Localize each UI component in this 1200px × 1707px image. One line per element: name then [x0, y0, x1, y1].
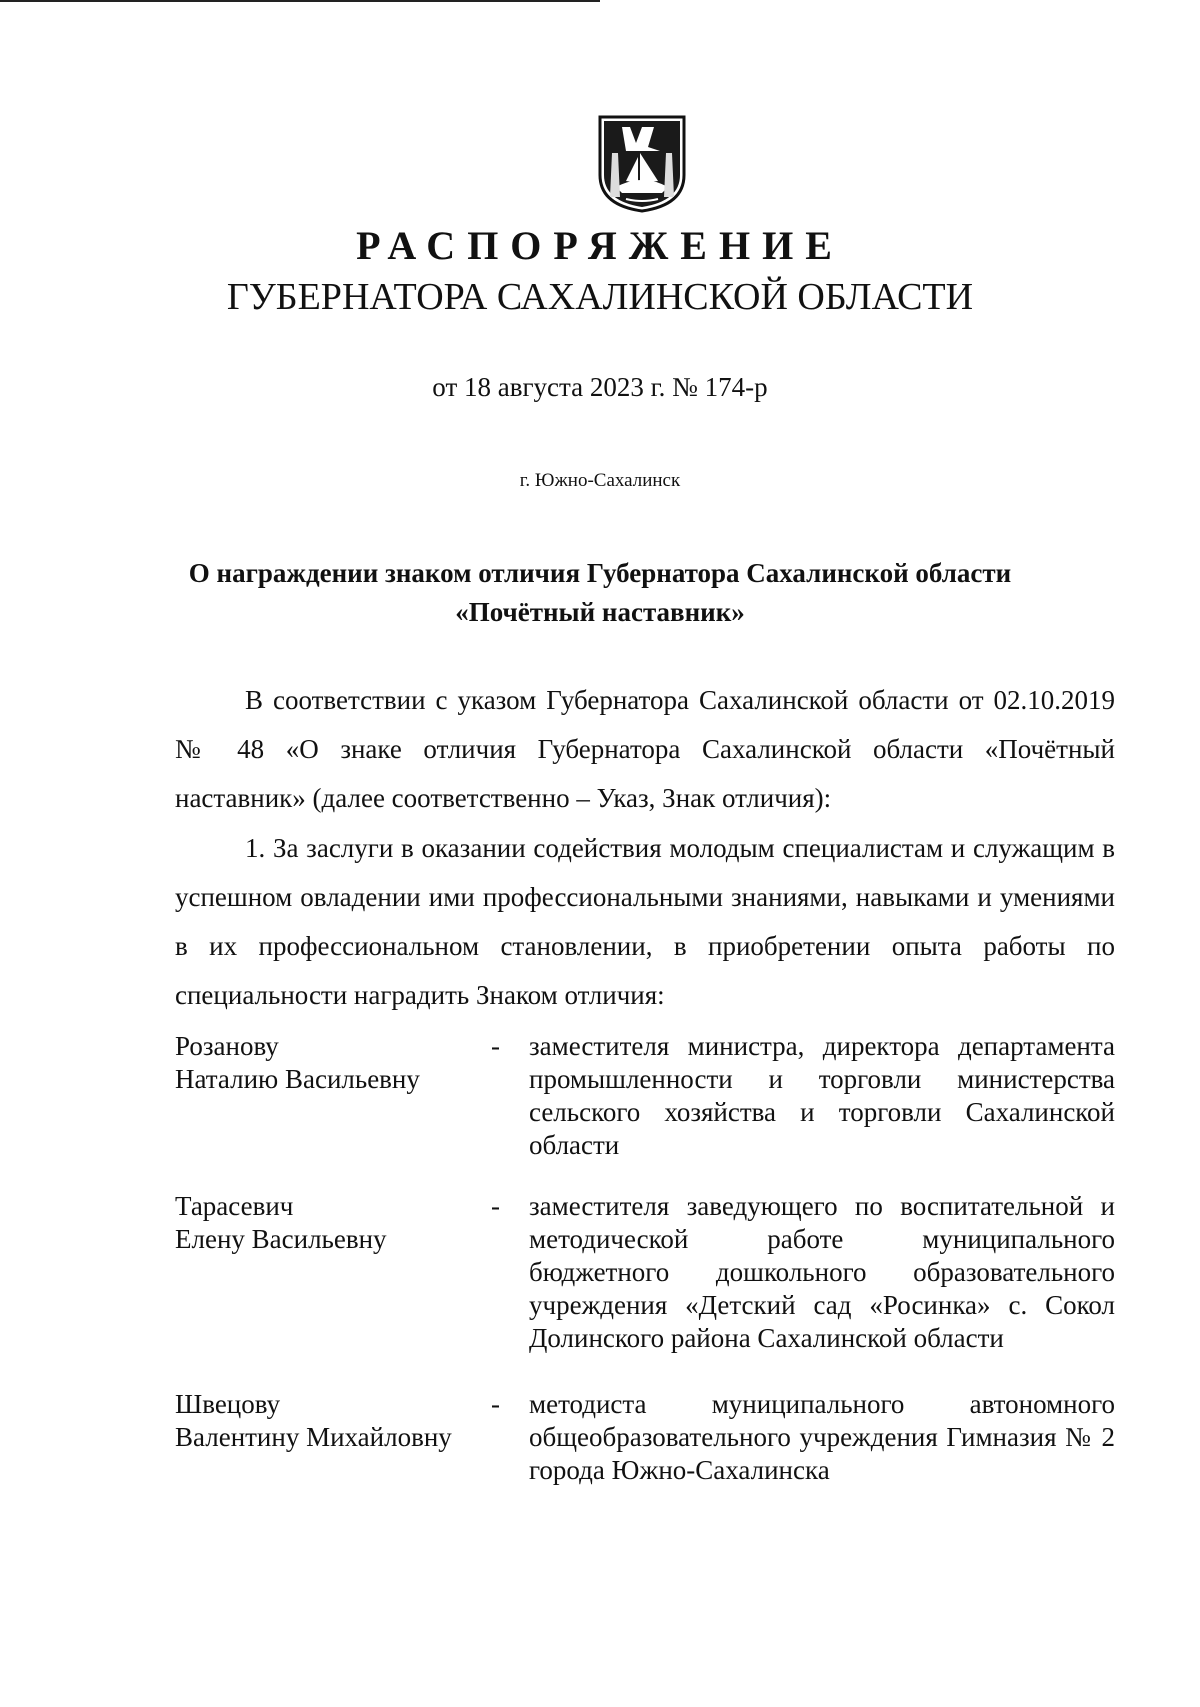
- heading-line-2: «Почётный наставник»: [455, 597, 745, 627]
- recipient-given-names: Валентину Михайловну: [175, 1422, 452, 1452]
- top-border-line: [0, 0, 600, 2]
- recipient-name: [175, 1190, 475, 1256]
- recipient-given-names: Наталию Васильевну: [175, 1064, 420, 1094]
- recipient-surname: Розанову: [175, 1031, 279, 1061]
- document-heading: [120, 554, 1080, 632]
- document-city: г. Южно-Сахалинск: [519, 470, 681, 491]
- document-subtitle: ГУБЕРНАТОРА САХАЛИНСКОЙ ОБЛАСТИ: [226, 276, 974, 318]
- recipient-name: [175, 1030, 475, 1096]
- recipient-position: заместителя министра, директора департамента промышленности и торговли министерства сельского хозяйства и торговли Сахалинской области: [529, 1031, 1115, 1160]
- recipient-name: [175, 1388, 475, 1454]
- recipient-dash: -: [491, 1191, 500, 1221]
- recipient-surname: Швецову: [175, 1389, 281, 1419]
- document-date-number: от 18 августа 2023 г. № 174-р: [432, 372, 768, 402]
- recipient-dash: -: [491, 1031, 500, 1061]
- recipient-dash: -: [491, 1389, 500, 1419]
- recipient-position: заместителя заведующего по воспитательной и методической работе муниципального бюджетного дошкольного образовательного учреждения «Детский сад «Росинка» с. Сокол Долинского района Сахалинской области: [529, 1191, 1115, 1353]
- recipient-position: методиста муниципального автономного общеобразовательного учреждения Гимназия № 2 города Южно-Сахалинска: [529, 1389, 1115, 1485]
- recipient-surname: Тарасевич: [175, 1191, 294, 1221]
- preamble-paragraph: В соответствии с указом Губернатора Сахалинской области от 02.10.2019 № 48 «О знаке отличия Губернатора Сахалинской области «Почётный наставник» (далее соответственно – Указ, Знак отличия):: [175, 685, 1115, 813]
- recipient-given-names: Елену Васильевну: [175, 1224, 387, 1254]
- coat-of-arms-icon: [596, 113, 688, 213]
- document-title: РАСПОРЯЖЕНИЕ: [356, 223, 844, 268]
- heading-line-1: О награждении знаком отличия Губернатора Сахалинской области: [188, 558, 1012, 588]
- clause-1-paragraph: 1. За заслуги в оказании содействия молодым специалистам и служащим в успешном овладении ими профессиональными знаниями, навыками и умениями в их профессиональном становлении, в приобретении опыта работы по специальности наградить Знаком отличия:: [175, 833, 1115, 1010]
